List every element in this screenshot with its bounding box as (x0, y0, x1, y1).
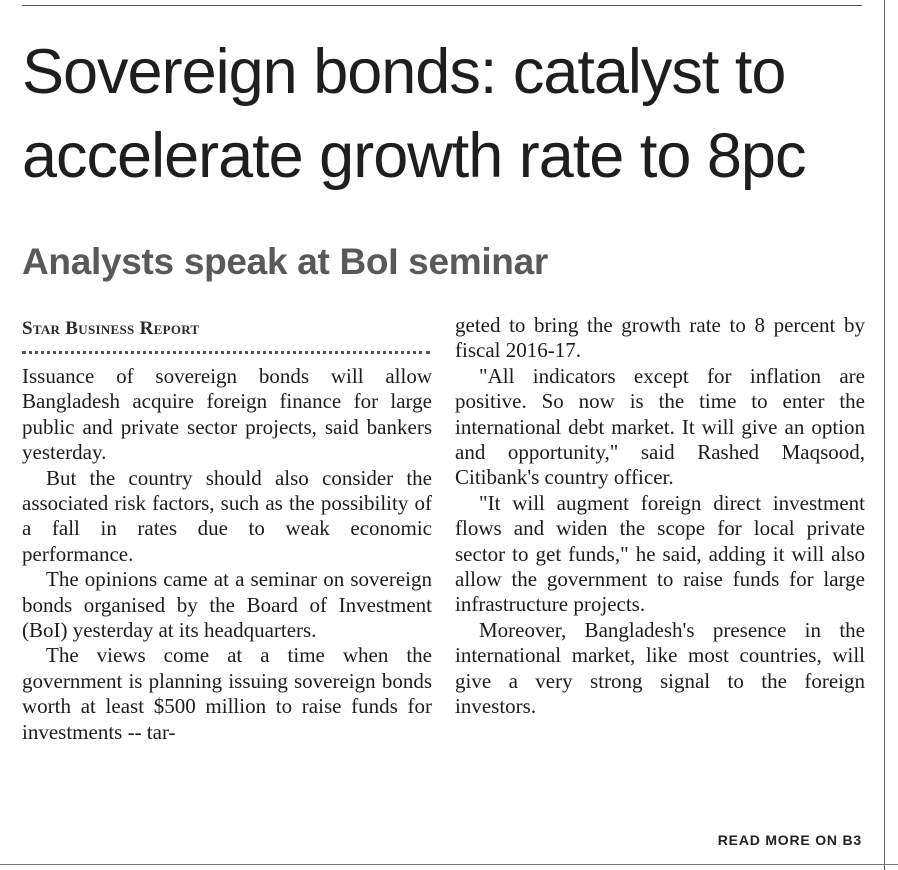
subheadline: Analysts speak at BoI seminar (22, 241, 548, 282)
article-column-left (22, 313, 432, 745)
top-rule (22, 5, 862, 6)
paragraph-3: The opinions came at a seminar on sovereign bonds organised by the Board of Investment (BoI) yesterday at its headquarters. (22, 567, 432, 643)
paragraph-1: Issuance of sovereign bonds will allow Bangladesh acquire foreign finance for large public and private sector projects, said bankers yesterday. (22, 364, 432, 465)
paragraph-4-continued: geted to bring the growth rate to 8 percent by fiscal 2016-17. (455, 313, 865, 363)
read-more-link[interactable]: READ MORE ON B3 (717, 832, 862, 848)
dotted-separator (22, 351, 430, 354)
paragraph-2: But the country should also consider the associated risk factors, such as the possibility of a fall in rates due to weak economic performance. (22, 465, 432, 566)
article-column-right (455, 313, 865, 720)
headline: Sovereign bonds: catalyst to accelerate growth rate to 8pc (22, 37, 806, 191)
byline: Star Business Report (22, 318, 200, 339)
paragraph-7: Moreover, Bangladesh's presence in the international market, like most countries, will give a very strong signal to the foreign investors. (455, 617, 865, 719)
column-divider-rule (884, 0, 885, 870)
bottom-rule (0, 864, 898, 865)
paragraph-4: The views come at a time when the government is planning issuing sovereign bonds worth at least $500 million to raise funds for investments -- tar- (22, 643, 432, 744)
paragraph-6: "It will augment foreign direct investment flows and widen the scope for local private sector to get funds," he said, adding it will also allow the government to raise funds for large infrastructure projects. (455, 490, 865, 617)
paragraph-5: "All indicators except for inflation are positive. So now is the time to enter the international debt market. It will give an option and opportunity," said Rashed Maqsood, Citibank's country officer. (455, 363, 865, 490)
